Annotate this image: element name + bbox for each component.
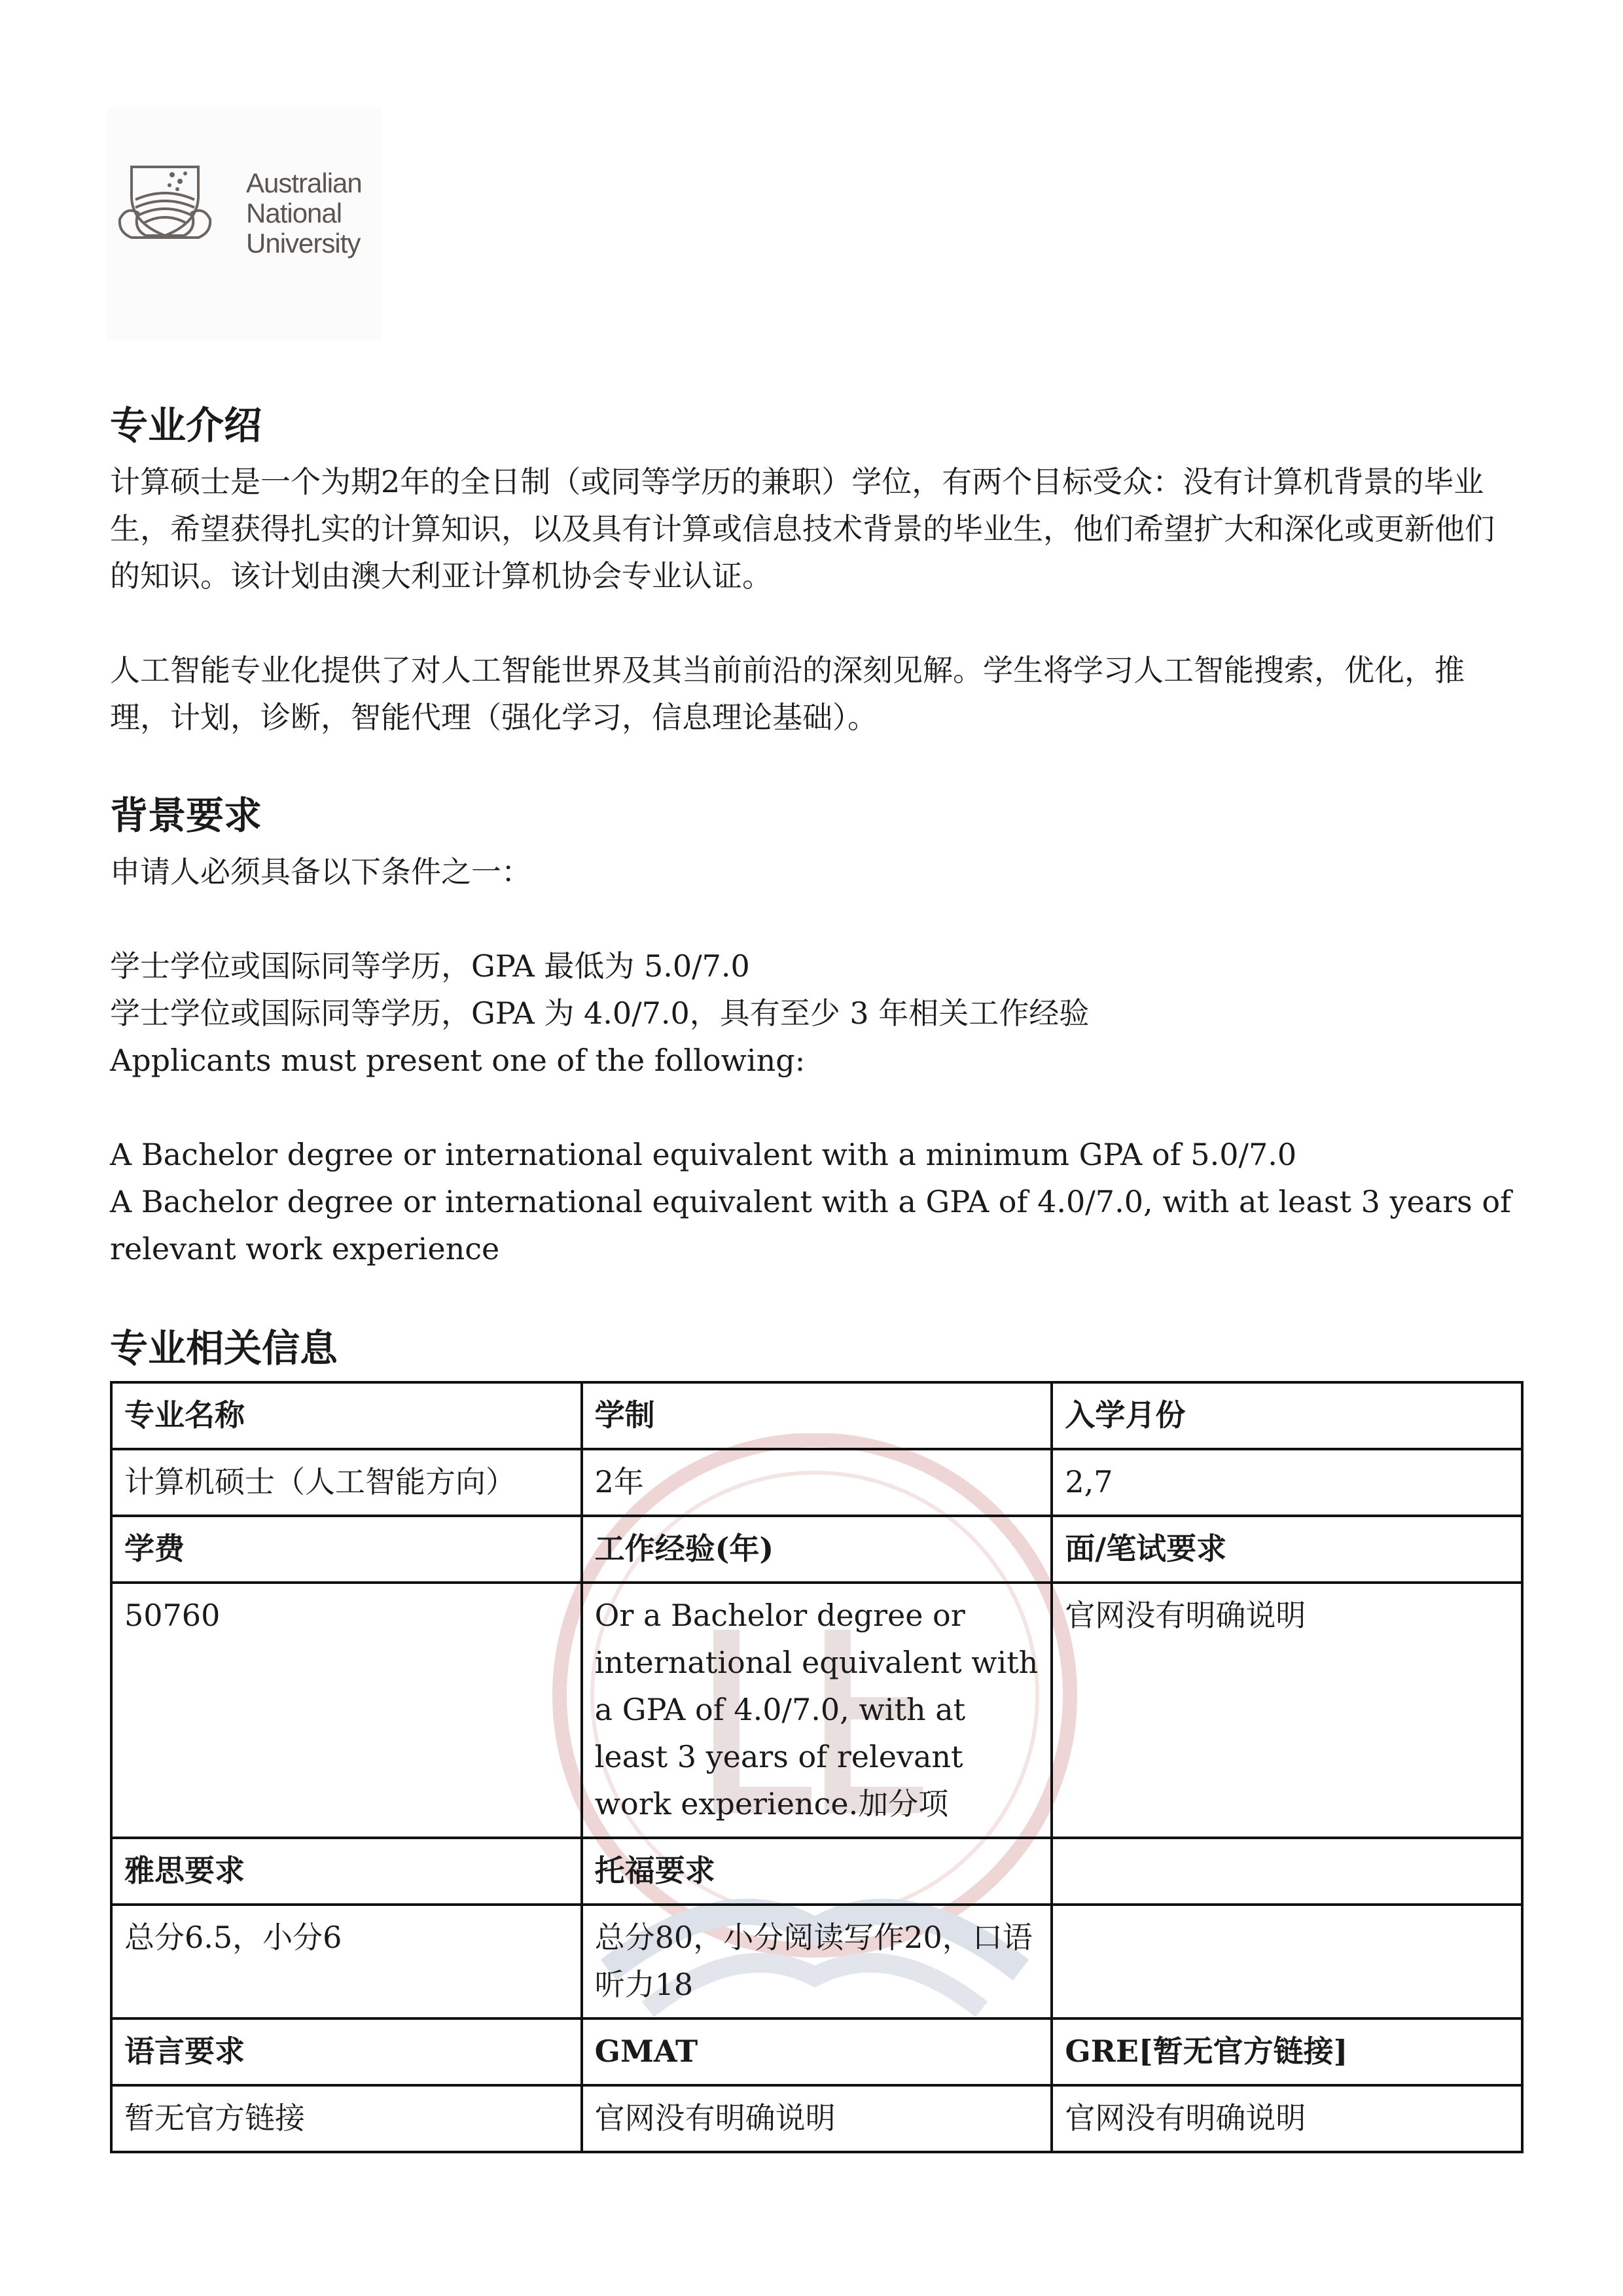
university-logo [107,108,382,340]
table-header-cell: 学费 [111,1516,582,1583]
table-cell: 总分6.5，小分6 [111,1905,582,2018]
requirement-en-1: A Bachelor degree or international equivalent with a minimum GPA of 5.0/7.0 [110,1137,1297,1172]
table-header-cell: 语言要求 [111,2018,582,2085]
requirements-intro-en: Applicants must present one of the following: [110,1043,806,1078]
table-row [111,1449,1522,1516]
requirements-intro-cn: 申请人必须具备以下条件之一： [110,854,531,889]
table-cell: 计算机硕士（人工智能方向） [111,1449,582,1516]
table-header-cell: 面/笔试要求 [1052,1516,1522,1583]
table-header-cell: GRE[暂无官方链接] [1052,2018,1522,2085]
table-row [111,1905,1522,2018]
table-cell: 官网没有明确说明 [1052,2085,1522,2152]
table-row [111,2085,1522,2152]
table-cell: 50760 [111,1583,582,1838]
section-title-program-info: 专业相关信息 [110,1326,338,1371]
table-header-cell: 雅思要求 [111,1838,582,1905]
table-header-cell: GMAT [582,2018,1052,2085]
table-cell: Or a Bachelor degree or international equivalent with a GPA of 4.0/7.0, with at least 3 years of relevant work experience.加分项 [582,1583,1052,1838]
table-header-cell [1052,1838,1522,1905]
table-row [111,1838,1522,1905]
requirement-cn-1: 学士学位或国际同等学历，GPA 最低为 5.0/7.0 [110,948,750,984]
table-cell: 2,7 [1052,1449,1522,1516]
table-cell [1052,1905,1522,2018]
table-cell: 暂无官方链接 [111,2085,582,2152]
table-row [111,1516,1522,1583]
section-title-intro: 专业介绍 [110,403,262,448]
table-cell: 官网没有明确说明 [1052,1583,1522,1838]
intro-paragraph-1: 计算硕士是一个为期2年的全日制（或同等学历的兼职）学位，有两个目标受众：没有计算机背景的毕业生，希望获得扎实的计算知识，以及具有计算或信息技术背景的毕业生，他们希望扩大和深化或更新他们的知识。该计划由澳大利亚计算机协会专业认证。 [110,464,1495,594]
table-header-cell: 工作经验(年) [582,1516,1052,1583]
requirement-en-2: A Bachelor degree or international equivalent with a GPA of 4.0/7.0, with at least 3 years of relevant work experience [110,1184,1512,1266]
section-title-background: 背景要求 [110,793,262,838]
table-cell: 总分80，小分阅读写作20，口语听力18 [582,1905,1052,2018]
table-header-cell: 专业名称 [111,1382,582,1449]
table-row [111,1382,1522,1449]
logo-line-2: National [246,198,342,228]
table-header-cell: 入学月份 [1052,1382,1522,1449]
logo-line-3: University [246,228,361,259]
program-info-table [110,1381,1524,2153]
logo-line-1: Australian [246,168,362,198]
table-header-cell: 托福要求 [582,1838,1052,1905]
table-cell: 官网没有明确说明 [582,2085,1052,2152]
table-header-cell: 学制 [582,1382,1052,1449]
table-row [111,2018,1522,2085]
table-cell: 2年 [582,1449,1052,1516]
document-body [110,393,1524,2153]
table-row [111,1583,1522,1838]
intro-paragraph-2: 人工智能专业化提供了对人工智能世界及其当前前沿的深刻见解。学生将学习人工智能搜索，优化，推理，计划，诊断，智能代理（强化学习，信息理论基础）。 [110,653,1465,735]
requirement-cn-2: 学士学位或国际同等学历，GPA 为 4.0/7.0，具有至少 3 年相关工作经验 [110,996,1090,1031]
